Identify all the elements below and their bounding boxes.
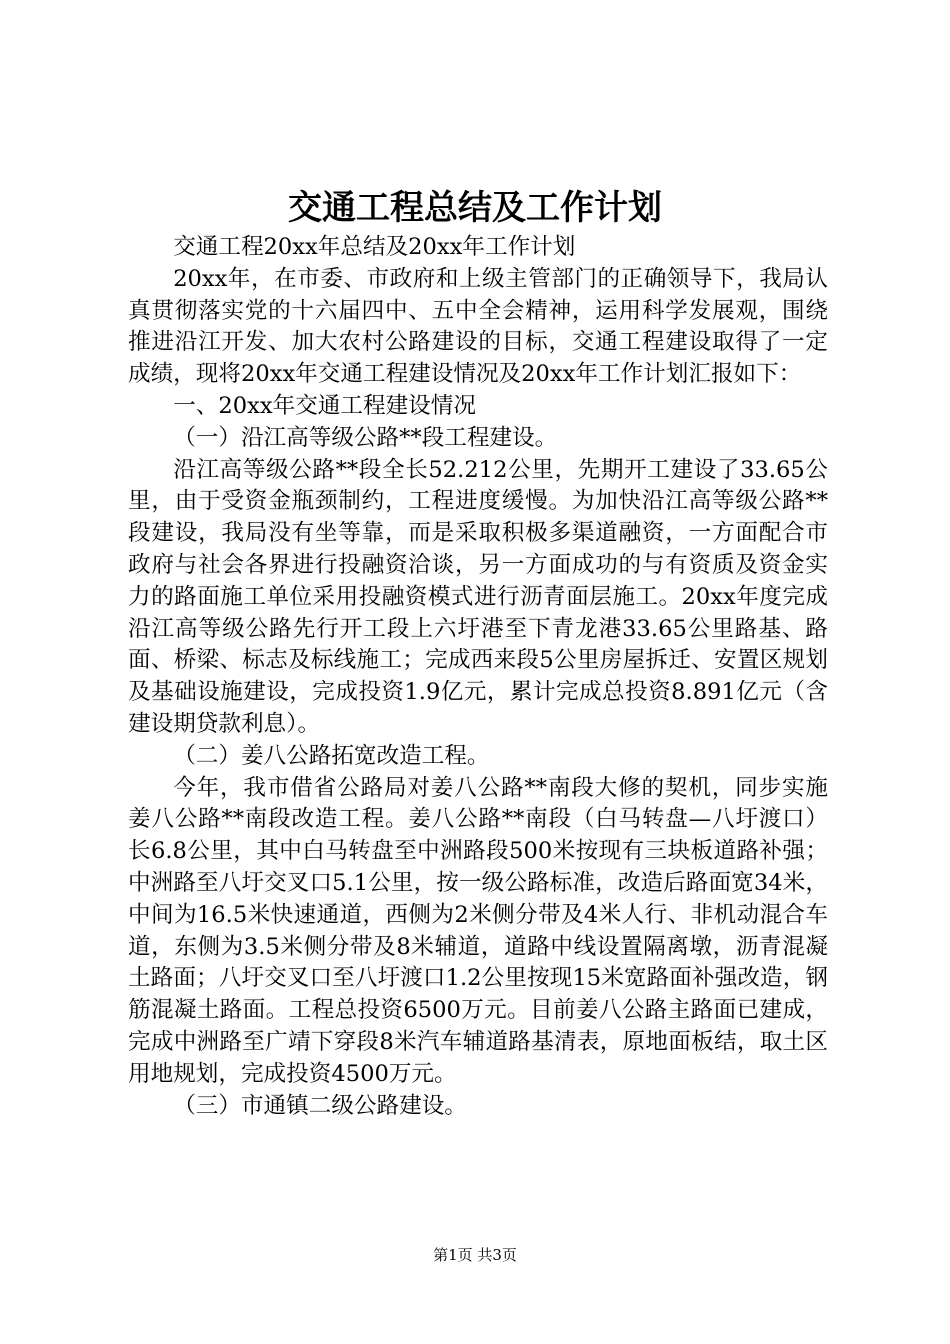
subsection-heading-1: （一）沿江高等级公路**段工程建设。 (173, 424, 558, 451)
document-title: 交通工程总结及工作计划 (288, 188, 662, 228)
subsection-heading-2: （二）姜八公路拓宽改造工程。 (173, 742, 490, 769)
document-body (128, 232, 828, 1122)
paragraph-subtitle: 交通工程20xx年总结及20xx年工作计划 (173, 234, 576, 260)
paragraph-intro: 20xx年，在市委、市政府和上级主管部门的正确领导下，我局认真贯彻落实党的十六届四中、五中全会精神，运用科学发展观，围绕推进沿江开发、加大农村公路建设的目标，交通工程建设取得了一定成绩，现将20xx年交通工程建设情况及20xx年工作计划汇报如下： (128, 265, 828, 388)
subsection-heading-3: （三）市通镇二级公路建设。 (173, 1092, 467, 1119)
paragraph-section-2: 今年，我市借省公路局对姜八公路**南段大修的契机，同步实施姜八公路**南段改造工程。姜八公路**南段（白马转盘—八圩渡口）长6.8公里，其中白马转盘至中洲路段500米按现有三块板道路补强；中洲路至八圩交叉口5.1公里，按一级公路标准，改造后路面宽34米，中间为16.5米快速通道，西侧为2米侧分带及4米人行、非机动混合车道，东侧为3.5米侧分带及8米辅道，道路中线设置隔离墩，沥青混凝土路面；八圩交叉口至八圩渡口1.2公里按现15米宽路面补强改造，钢筋混凝土路面。工程总投资6500万元。目前姜八公路主路面已建成，完成中洲路至广靖下穿段8米汽车辅道路基清表，原地面板结，取土区用地规划，完成投资4500万元。 (128, 774, 828, 1087)
page-number-footer: 第1页 共3页 (433, 1246, 517, 1264)
section-heading-1: 一、20xx年交通工程建设情况 (173, 392, 476, 419)
paragraph-section-1: 沿江高等级公路**段全长52.212公里，先期开工建设了33.65公里，由于受资金瓶颈制约，工程进度缓慢。为加快沿江高等级公路**段建设，我局没有坐等靠，而是采取积极多渠道融资，一方面配合市政府与社会各界进行投融资洽谈，另一方面成功的与有资质及资金实力的路面施工单位采用投融资模式进行沥青面层施工。20xx年度完成沿江高等级公路先行开工段上六圩港至下青龙港33.65公里路基、路面、桥梁、标志及标线施工；完成西来段5公里房屋拆迁、安置区规划及基础设施建设，完成投资1.9亿元，累计完成总投资8.891亿元（含建设期贷款利息）。 (128, 456, 828, 737)
